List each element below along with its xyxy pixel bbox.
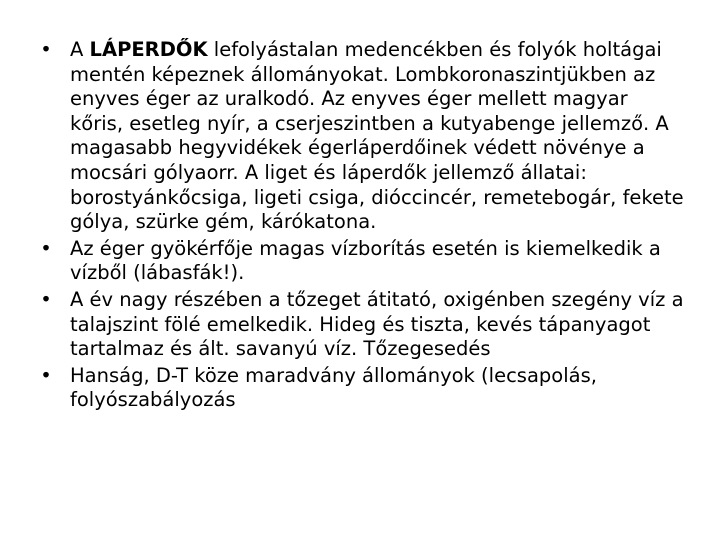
bullet-icon: • [40, 38, 52, 61]
bullet-icon: • [40, 363, 52, 387]
bullet-item-laperdok [36, 38, 686, 235]
bullet-prefix: A [70, 38, 90, 61]
bullet-text: Hanság, D-T köze maradvány állományok (lecsapolás, folyószabályozás [70, 363, 597, 412]
slide-body [36, 38, 686, 415]
bullet-bold-term: LÁPERDŐK [89, 38, 208, 61]
bullet-icon: • [40, 236, 52, 260]
bullet-item-viz [36, 288, 686, 362]
bullet-item-hansag [36, 364, 686, 413]
bullet-text: Az éger gyökérfője magas vízborítás esetén is kiemelkedik a vízből (lábasfák!). [70, 236, 661, 285]
bullet-text: lefolyástalan medencékben és folyók holtágai mentén képeznek állományokat. Lombkoronaszintjükben az enyves éger az uralkodó. Az enyves éger mellett magyar kőris, esetleg nyír, a cserjeszintben a kutyabenge jellemző. A magasabb hegyvidékek égerláperdőinek védett növénye a mocsári gólyaorr. A liget és láperdők jellemző állatai: borostyánkőcsiga, ligeti csiga, dióccincér, remetebogár, fekete gólya, szürke gém, kárókatona. [70, 38, 684, 234]
bullet-item-eger-gyokerfo [36, 237, 686, 286]
bullet-list [36, 38, 686, 413]
bullet-text: A év nagy részében a tőzeget átitató, oxigénben szegény víz a talajszint fölé emelkedik. Hideg és tiszta, kevés tápanyagot tartalmaz és ált. savanyú víz. Tőzegesedés [70, 287, 684, 361]
bullet-icon: • [40, 287, 52, 311]
